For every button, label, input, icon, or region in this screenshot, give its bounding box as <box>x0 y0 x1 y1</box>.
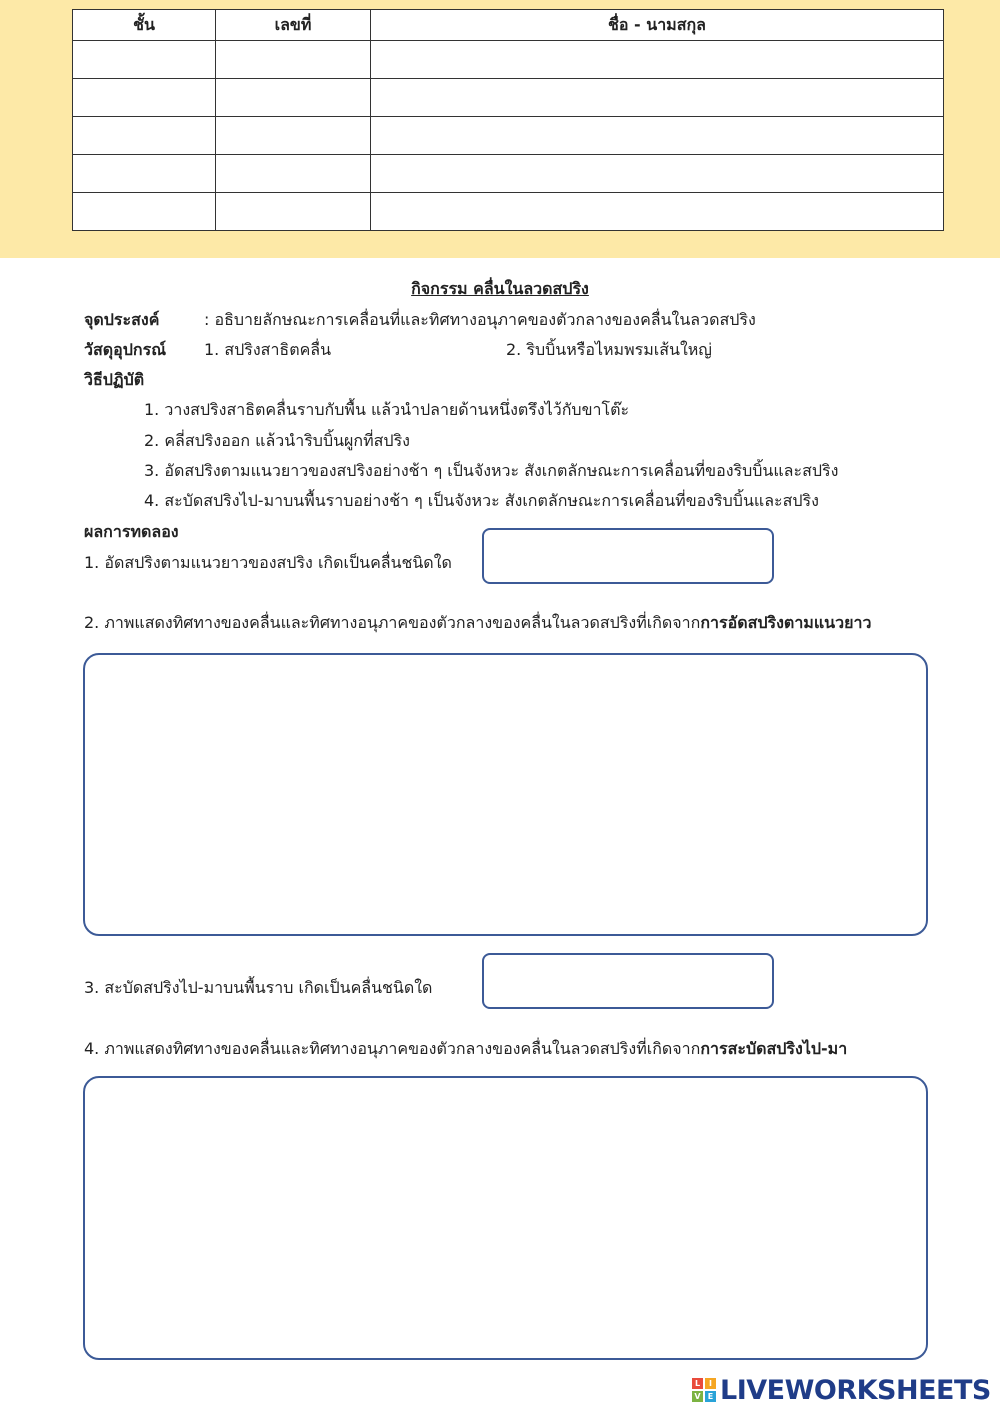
procedure-step: 2. คลี่สปริงออก แล้วนำริบบิ้นผูกที่สปริง <box>144 431 410 450</box>
table-row <box>73 155 944 193</box>
logo-cube-letter: E <box>705 1391 716 1402</box>
material-item-1: 1. สปริงสาธิตคลื่น <box>204 340 332 359</box>
logo-cube-letter: V <box>692 1391 703 1402</box>
number-input-cell[interactable] <box>216 79 371 117</box>
question-4-text: 4. ภาพแสดงทิศทางของคลื่นและทิศทางอนุภาคของตัวกลางของคลื่นในลวดสปริงที่เกิดจาก <box>84 1039 701 1058</box>
table-row <box>73 193 944 231</box>
student-roster-table <box>72 9 944 231</box>
liveworksheets-logo <box>692 1376 991 1404</box>
number-input-cell[interactable] <box>216 117 371 155</box>
table-row <box>73 79 944 117</box>
procedure-step: 3. อัดสปริงตามแนวยาวของสปริงอย่างช้า ๆ เป็นจังหวะ สังเกตลักษณะการเคลื่อนที่ของริบบิ้นและสปริง <box>144 461 839 480</box>
roster-header-row <box>73 10 944 41</box>
number-input-cell[interactable] <box>216 155 371 193</box>
material-item-2: 2. ริบบิ้นหรือไหมพรมเส้นใหญ่ <box>506 340 712 359</box>
name-input-cell[interactable] <box>371 193 944 231</box>
procedure-step: 4. สะบัดสปริงไป-มาบนพื้นราบอย่างช้า ๆ เป็นจังหวะ สังเกตลักษณะการเคลื่อนที่ของริบบิ้นและสปริง <box>144 491 819 510</box>
table-row <box>73 117 944 155</box>
name-input-cell[interactable] <box>371 155 944 193</box>
procedure-label: วิธีปฏิบัติ <box>84 370 145 389</box>
roster-header-number: เลขที่ <box>216 10 371 41</box>
name-input-cell[interactable] <box>371 117 944 155</box>
results-label: ผลการทดลอง <box>84 522 179 541</box>
question-4-emphasis: การสะบัดสปริงไป-มา <box>700 1039 848 1058</box>
answer-3-input[interactable] <box>482 953 774 1009</box>
question-4 <box>84 1039 847 1059</box>
question-1: 1. อัดสปริงตามแนวยาวของสปริง เกิดเป็นคลื่นชนิดใด <box>84 553 452 572</box>
class-input-cell[interactable] <box>73 155 216 193</box>
roster-header-class: ชั้น <box>73 10 216 41</box>
objective-label: จุดประสงค์ <box>84 310 160 329</box>
number-input-cell[interactable] <box>216 41 371 79</box>
objective-text: : อธิบายลักษณะการเคลื่อนที่และทิศทางอนุภาคของตัวกลางของคลื่นในลวดสปริง <box>204 310 756 329</box>
table-row <box>73 41 944 79</box>
logo-cube-letter: I <box>705 1378 716 1389</box>
class-input-cell[interactable] <box>73 79 216 117</box>
question-3: 3. สะบัดสปริงไป-มาบนพื้นราบ เกิดเป็นคลื่นชนิดใด <box>84 978 433 997</box>
answer-1-input[interactable] <box>482 528 774 584</box>
question-2-emphasis: การอัดสปริงตามแนวยาว <box>700 613 872 632</box>
logo-cube-icon <box>692 1378 716 1402</box>
roster-header-name: ชื่อ - นามสกุล <box>371 10 944 41</box>
materials-label: วัสดุอุปกรณ์ <box>84 340 167 359</box>
name-input-cell[interactable] <box>371 41 944 79</box>
answer-2-drawing-area[interactable] <box>83 653 928 936</box>
number-input-cell[interactable] <box>216 193 371 231</box>
name-input-cell[interactable] <box>371 79 944 117</box>
class-input-cell[interactable] <box>73 117 216 155</box>
answer-4-drawing-area[interactable] <box>83 1076 928 1360</box>
question-2 <box>84 613 871 633</box>
question-2-text: 2. ภาพแสดงทิศทางของคลื่นและทิศทางอนุภาคของตัวกลางของคลื่นในลวดสปริงที่เกิดจาก <box>84 613 701 632</box>
class-input-cell[interactable] <box>73 193 216 231</box>
logo-text: LIVEWORKSHEETS <box>720 1374 991 1406</box>
logo-cube-letter: L <box>692 1378 703 1389</box>
activity-title: กิจกรรม คลื่นในลวดสปริง <box>411 279 589 298</box>
procedure-step: 1. วางสปริงสาธิตคลื่นราบกับพื้น แล้วนำปลายด้านหนึ่งตรึงไว้กับขาโต๊ะ <box>144 400 630 419</box>
class-input-cell[interactable] <box>73 41 216 79</box>
